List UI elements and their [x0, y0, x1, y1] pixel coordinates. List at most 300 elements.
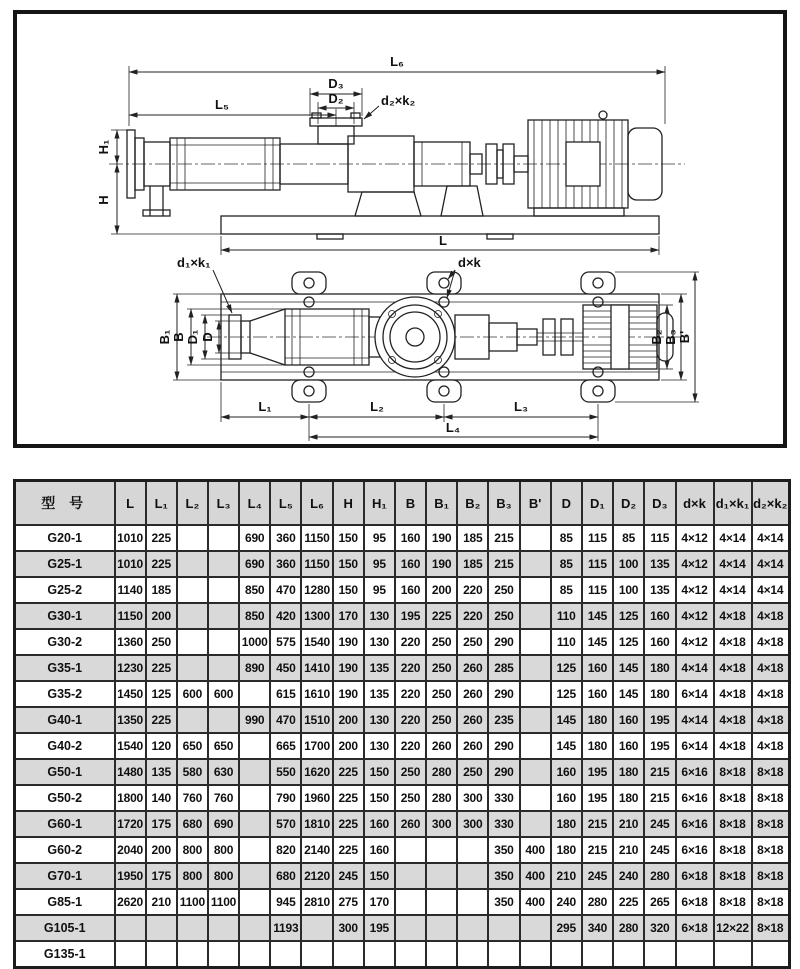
dim-label-d1: D₁: [185, 329, 200, 345]
value-cell: 260: [426, 733, 457, 759]
value-cell: 220: [457, 603, 488, 629]
table-row: [15, 837, 790, 863]
value-cell: 250: [146, 629, 177, 655]
value-cell: 4×14: [752, 577, 790, 603]
value-cell: [426, 837, 457, 863]
value-cell: 150: [333, 551, 364, 577]
value-cell: [208, 525, 239, 551]
table-row: [15, 941, 790, 968]
value-cell: 1620: [301, 759, 332, 785]
value-cell: 135: [146, 759, 177, 785]
value-cell: 135: [364, 681, 395, 707]
value-cell: 4×14: [676, 707, 714, 733]
value-cell: 160: [364, 837, 395, 863]
value-cell: 580: [177, 759, 208, 785]
value-cell: [457, 915, 488, 941]
table-row: [15, 681, 790, 707]
model-cell: G25-1: [15, 551, 115, 577]
value-cell: 360: [270, 551, 301, 577]
value-cell: 6×18: [676, 915, 714, 941]
value-cell: 680: [177, 811, 208, 837]
dim-label-h1: H₁: [96, 139, 111, 155]
value-cell: 200: [146, 837, 177, 863]
value-cell: 360: [270, 525, 301, 551]
value-cell: 1230: [115, 655, 146, 681]
table-row: [15, 603, 790, 629]
value-cell: 250: [457, 629, 488, 655]
value-cell: 1193: [270, 915, 301, 941]
value-cell: [208, 941, 239, 968]
value-cell: 330: [488, 785, 519, 811]
value-cell: 160: [644, 603, 675, 629]
dim-label-l3: L₃: [514, 399, 528, 414]
value-cell: 295: [551, 915, 582, 941]
value-cell: [146, 941, 177, 968]
column-header: d×k: [676, 481, 714, 526]
value-cell: 1150: [115, 603, 146, 629]
value-cell: 8×18: [752, 889, 790, 915]
value-cell: 130: [364, 603, 395, 629]
value-cell: [301, 915, 332, 941]
value-cell: 4×18: [714, 603, 752, 629]
value-cell: 250: [395, 785, 426, 811]
column-header: B₃: [488, 481, 519, 526]
value-cell: 120: [146, 733, 177, 759]
value-cell: [239, 941, 270, 968]
value-cell: [208, 707, 239, 733]
value-cell: [301, 941, 332, 968]
value-cell: 220: [395, 733, 426, 759]
value-cell: 470: [270, 577, 301, 603]
value-cell: 800: [208, 863, 239, 889]
value-cell: 210: [551, 863, 582, 889]
value-cell: 1960: [301, 785, 332, 811]
value-cell: 215: [644, 785, 675, 811]
value-cell: 145: [582, 629, 613, 655]
value-cell: 300: [333, 915, 364, 941]
value-cell: 350: [488, 837, 519, 863]
value-cell: [208, 603, 239, 629]
value-cell: 1100: [208, 889, 239, 915]
model-cell: G60-1: [15, 811, 115, 837]
model-cell: G70-1: [15, 863, 115, 889]
value-cell: [239, 733, 270, 759]
value-cell: 125: [613, 629, 644, 655]
value-cell: 6×16: [676, 759, 714, 785]
value-cell: 85: [551, 577, 582, 603]
value-cell: 4×12: [676, 551, 714, 577]
value-cell: 265: [644, 889, 675, 915]
value-cell: 220: [457, 577, 488, 603]
motor-side: [528, 111, 662, 216]
value-cell: 630: [208, 759, 239, 785]
value-cell: 130: [364, 707, 395, 733]
model-cell: G40-1: [15, 707, 115, 733]
dimension-table: [13, 479, 791, 969]
value-cell: 280: [613, 915, 644, 941]
value-cell: [457, 863, 488, 889]
value-cell: [177, 941, 208, 968]
value-cell: 8×18: [752, 811, 790, 837]
value-cell: 175: [146, 863, 177, 889]
column-header: L: [115, 481, 146, 526]
value-cell: 1950: [115, 863, 146, 889]
value-cell: 1410: [301, 655, 332, 681]
value-cell: 800: [208, 837, 239, 863]
value-cell: 210: [613, 811, 644, 837]
header-row: [15, 481, 790, 526]
column-header: H: [333, 481, 364, 526]
value-cell: 110: [551, 603, 582, 629]
value-cell: 990: [239, 707, 270, 733]
table-row: [15, 915, 790, 941]
value-cell: [676, 941, 714, 968]
value-cell: 160: [395, 577, 426, 603]
value-cell: 300: [426, 811, 457, 837]
dim-label-dxk: d×k: [458, 255, 481, 270]
value-cell: 1140: [115, 577, 146, 603]
value-cell: 1000: [239, 629, 270, 655]
value-cell: 180: [613, 759, 644, 785]
value-cell: [520, 603, 551, 629]
table-row: [15, 785, 790, 811]
value-cell: 4×18: [714, 681, 752, 707]
value-cell: 4×12: [676, 525, 714, 551]
value-cell: 215: [582, 811, 613, 837]
value-cell: 1300: [301, 603, 332, 629]
value-cell: [520, 941, 551, 968]
table-row: [15, 733, 790, 759]
value-cell: 125: [551, 655, 582, 681]
value-cell: 300: [457, 785, 488, 811]
value-cell: 1280: [301, 577, 332, 603]
value-cell: 650: [208, 733, 239, 759]
value-cell: 260: [457, 681, 488, 707]
value-cell: 150: [333, 525, 364, 551]
value-cell: 4×18: [752, 655, 790, 681]
value-cell: 800: [177, 837, 208, 863]
value-cell: [752, 941, 790, 968]
value-cell: 215: [488, 551, 519, 577]
value-cell: 1150: [301, 525, 332, 551]
side-view-drawing: [96, 54, 685, 255]
column-header: L₃: [208, 481, 239, 526]
value-cell: 225: [146, 525, 177, 551]
value-cell: [208, 577, 239, 603]
column-header: B₂: [457, 481, 488, 526]
value-cell: 320: [644, 915, 675, 941]
value-cell: 4×14: [714, 551, 752, 577]
value-cell: 150: [364, 759, 395, 785]
dim-label-d1xk1: d₁×k₁: [177, 255, 211, 270]
value-cell: 570: [270, 811, 301, 837]
value-cell: [520, 733, 551, 759]
table-row: [15, 889, 790, 915]
value-cell: 150: [364, 785, 395, 811]
value-cell: [520, 655, 551, 681]
value-cell: 245: [644, 837, 675, 863]
value-cell: 8×18: [752, 863, 790, 889]
value-cell: 125: [551, 681, 582, 707]
value-cell: 225: [333, 759, 364, 785]
value-cell: 4×18: [752, 681, 790, 707]
value-cell: 225: [146, 655, 177, 681]
value-cell: [426, 889, 457, 915]
value-cell: 2040: [115, 837, 146, 863]
value-cell: 4×18: [752, 733, 790, 759]
table-row: [15, 863, 790, 889]
value-cell: 95: [364, 551, 395, 577]
model-cell: G25-2: [15, 577, 115, 603]
value-cell: 280: [582, 889, 613, 915]
value-cell: 8×18: [714, 863, 752, 889]
dim-label-b: B: [171, 332, 186, 342]
value-cell: 210: [146, 889, 177, 915]
pump-side-outline: [127, 113, 528, 216]
table-row: [15, 811, 790, 837]
value-cell: 95: [364, 525, 395, 551]
value-cell: 260: [395, 811, 426, 837]
column-header: D: [551, 481, 582, 526]
value-cell: 170: [364, 889, 395, 915]
value-cell: 220: [395, 681, 426, 707]
value-cell: 1700: [301, 733, 332, 759]
value-cell: [239, 785, 270, 811]
value-cell: 4×18: [714, 733, 752, 759]
value-cell: [395, 915, 426, 941]
value-cell: [239, 863, 270, 889]
value-cell: 195: [364, 915, 395, 941]
value-cell: 150: [333, 577, 364, 603]
dim-label-d3: D₃: [328, 76, 344, 91]
value-cell: [208, 551, 239, 577]
value-cell: 330: [488, 811, 519, 837]
value-cell: 1010: [115, 525, 146, 551]
value-cell: 1480: [115, 759, 146, 785]
value-cell: 195: [644, 707, 675, 733]
value-cell: 8×18: [714, 785, 752, 811]
value-cell: [488, 941, 519, 968]
value-cell: 160: [582, 655, 613, 681]
value-cell: [395, 863, 426, 889]
column-header: L₁: [146, 481, 177, 526]
value-cell: [714, 941, 752, 968]
value-cell: 1100: [177, 889, 208, 915]
value-cell: [239, 889, 270, 915]
value-cell: 4×14: [676, 655, 714, 681]
value-cell: 1720: [115, 811, 146, 837]
value-cell: 225: [613, 889, 644, 915]
value-cell: 400: [520, 889, 551, 915]
table-row: [15, 655, 790, 681]
value-cell: 4×18: [752, 707, 790, 733]
value-cell: 220: [395, 629, 426, 655]
value-cell: 550: [270, 759, 301, 785]
value-cell: [177, 655, 208, 681]
value-cell: 145: [551, 733, 582, 759]
value-cell: 600: [208, 681, 239, 707]
value-cell: 125: [613, 603, 644, 629]
value-cell: 6×16: [676, 785, 714, 811]
value-cell: 160: [551, 759, 582, 785]
value-cell: 145: [613, 655, 644, 681]
value-cell: 115: [582, 525, 613, 551]
value-cell: 4×12: [676, 603, 714, 629]
value-cell: 235: [488, 707, 519, 733]
value-cell: 220: [395, 707, 426, 733]
column-header: H₁: [364, 481, 395, 526]
value-cell: 145: [551, 707, 582, 733]
value-cell: 850: [239, 603, 270, 629]
value-cell: 215: [488, 525, 519, 551]
value-cell: 6×16: [676, 811, 714, 837]
dim-label-l5: L₅: [215, 97, 229, 112]
value-cell: 4×18: [714, 655, 752, 681]
value-cell: 6×18: [676, 863, 714, 889]
value-cell: 2120: [301, 863, 332, 889]
value-cell: [395, 889, 426, 915]
value-cell: [395, 837, 426, 863]
value-cell: 250: [426, 707, 457, 733]
value-cell: 285: [488, 655, 519, 681]
value-cell: 225: [333, 837, 364, 863]
value-cell: 8×18: [752, 785, 790, 811]
value-cell: 4×14: [714, 525, 752, 551]
value-cell: 135: [364, 655, 395, 681]
column-header: L₅: [270, 481, 301, 526]
dim-label-d2: D₂: [328, 91, 344, 106]
table-row: [15, 577, 790, 603]
value-cell: 300: [457, 811, 488, 837]
value-cell: 400: [520, 837, 551, 863]
value-cell: 1360: [115, 629, 146, 655]
value-cell: 195: [644, 733, 675, 759]
value-cell: 8×18: [714, 837, 752, 863]
dim-label-b-prime: B': [677, 330, 692, 344]
value-cell: 890: [239, 655, 270, 681]
value-cell: [426, 941, 457, 968]
value-cell: 180: [551, 811, 582, 837]
value-cell: [333, 941, 364, 968]
value-cell: [520, 551, 551, 577]
value-cell: 240: [613, 863, 644, 889]
value-cell: [520, 785, 551, 811]
value-cell: 245: [333, 863, 364, 889]
value-cell: 100: [613, 577, 644, 603]
value-cell: [177, 603, 208, 629]
pump-dimension-diagram: [17, 14, 783, 444]
value-cell: [457, 889, 488, 915]
value-cell: 4×12: [676, 629, 714, 655]
value-cell: 130: [364, 733, 395, 759]
model-cell: G135-1: [15, 941, 115, 968]
value-cell: 200: [426, 577, 457, 603]
column-header: D₁: [582, 481, 613, 526]
value-cell: 115: [644, 525, 675, 551]
value-cell: 280: [426, 785, 457, 811]
value-cell: 225: [426, 603, 457, 629]
value-cell: 350: [488, 863, 519, 889]
model-cell: G30-1: [15, 603, 115, 629]
dimension-table-section: [13, 479, 791, 969]
value-cell: 195: [395, 603, 426, 629]
column-header: L₂: [177, 481, 208, 526]
value-cell: [239, 837, 270, 863]
value-cell: [395, 941, 426, 968]
column-header: B': [520, 481, 551, 526]
value-cell: 250: [488, 603, 519, 629]
value-cell: 420: [270, 603, 301, 629]
value-cell: 245: [582, 863, 613, 889]
value-cell: 185: [457, 525, 488, 551]
value-cell: [239, 915, 270, 941]
value-cell: 280: [426, 759, 457, 785]
value-cell: 1450: [115, 681, 146, 707]
dim-label-d: D: [200, 332, 215, 342]
value-cell: [488, 915, 519, 941]
value-cell: 180: [582, 707, 613, 733]
value-cell: 6×18: [676, 889, 714, 915]
value-cell: 195: [582, 785, 613, 811]
dim-label-l6: L₆: [390, 54, 404, 69]
value-cell: 190: [426, 525, 457, 551]
column-header: D₃: [644, 481, 675, 526]
value-cell: 185: [457, 551, 488, 577]
value-cell: 180: [582, 733, 613, 759]
column-header: B₁: [426, 481, 457, 526]
model-cell: G105-1: [15, 915, 115, 941]
column-header: D₂: [613, 481, 644, 526]
value-cell: 85: [613, 525, 644, 551]
table-body: [15, 525, 790, 968]
value-cell: 800: [177, 863, 208, 889]
value-cell: 8×18: [752, 837, 790, 863]
model-cell: G50-2: [15, 785, 115, 811]
value-cell: 945: [270, 889, 301, 915]
value-cell: [426, 863, 457, 889]
value-cell: 250: [457, 759, 488, 785]
value-cell: 160: [613, 733, 644, 759]
value-cell: [551, 941, 582, 968]
value-cell: [426, 915, 457, 941]
value-cell: 200: [333, 733, 364, 759]
model-cell: G30-2: [15, 629, 115, 655]
value-cell: 220: [395, 655, 426, 681]
value-cell: [520, 681, 551, 707]
value-cell: [644, 941, 675, 968]
value-cell: 760: [208, 785, 239, 811]
value-cell: [177, 551, 208, 577]
value-cell: 260: [457, 733, 488, 759]
value-cell: [115, 915, 146, 941]
value-cell: 225: [333, 811, 364, 837]
value-cell: 8×18: [714, 811, 752, 837]
value-cell: 190: [426, 551, 457, 577]
value-cell: 4×12: [676, 577, 714, 603]
value-cell: 790: [270, 785, 301, 811]
value-cell: 6×14: [676, 681, 714, 707]
table-header: [15, 481, 790, 526]
value-cell: [115, 941, 146, 968]
value-cell: 225: [146, 551, 177, 577]
value-cell: 145: [582, 603, 613, 629]
value-cell: 190: [333, 655, 364, 681]
value-cell: 4×14: [752, 525, 790, 551]
value-cell: 4×18: [714, 629, 752, 655]
value-cell: 575: [270, 629, 301, 655]
value-cell: 210: [613, 837, 644, 863]
value-cell: [208, 915, 239, 941]
